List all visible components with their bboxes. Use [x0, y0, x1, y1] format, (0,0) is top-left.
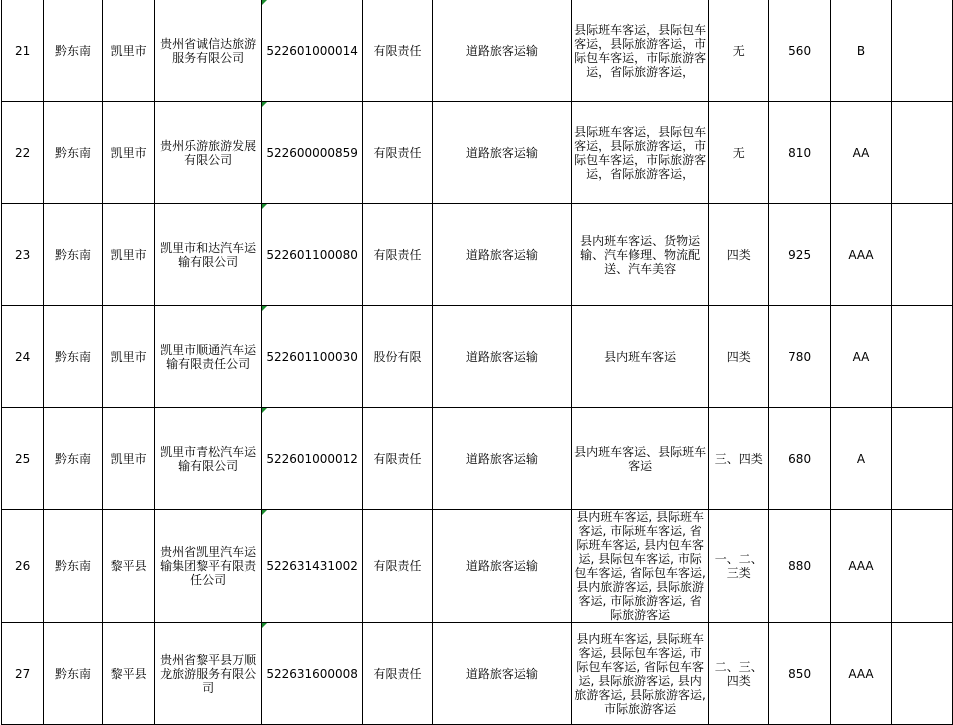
score-cell: 880: [769, 510, 831, 623]
city-cell: 凯里市: [102, 102, 154, 204]
business-scope-cell: 县内班车客运: [572, 306, 709, 408]
score-cell: 680: [769, 408, 831, 510]
row-number-cell: 25: [2, 408, 44, 510]
industry-cell: 道路旅客运输: [432, 102, 571, 204]
grade-class-cell: 一、二、三类: [709, 510, 769, 623]
region-cell: 黔东南: [44, 510, 103, 623]
enterprise-type-cell: 有限责任: [363, 204, 432, 306]
row-number-cell: 27: [2, 623, 44, 725]
grade-class-cell: 四类: [709, 306, 769, 408]
enterprise-type-cell: 股份有限: [363, 306, 432, 408]
city-cell: 凯里市: [102, 306, 154, 408]
table-row: [2, 204, 953, 306]
score-cell: 780: [769, 306, 831, 408]
empty-cell: [892, 0, 953, 102]
license-code-cell: 522631431002: [261, 510, 362, 623]
credit-rating-cell: B: [830, 0, 891, 102]
table-row: [2, 408, 953, 510]
empty-cell: [892, 408, 953, 510]
industry-cell: 道路旅客运输: [432, 623, 571, 725]
row-number-cell: 24: [2, 306, 44, 408]
license-code-cell: 522631600008: [261, 623, 362, 725]
grade-class-cell: 无: [709, 0, 769, 102]
enterprise-type-cell: 有限责任: [363, 510, 432, 623]
empty-cell: [892, 204, 953, 306]
grade-class-cell: 四类: [709, 204, 769, 306]
city-cell: 黎平县: [102, 623, 154, 725]
score-cell: 925: [769, 204, 831, 306]
industry-cell: 道路旅客运输: [432, 204, 571, 306]
row-number-cell: 22: [2, 102, 44, 204]
grade-class-cell: 二、三、四类: [709, 623, 769, 725]
credit-rating-cell: AA: [830, 306, 891, 408]
city-cell: 凯里市: [102, 204, 154, 306]
region-cell: 黔东南: [44, 204, 103, 306]
license-code-cell: 522601000014: [261, 0, 362, 102]
license-code-cell: 522600000859: [261, 102, 362, 204]
license-code-cell: 522601100080: [261, 204, 362, 306]
company-name-cell: 贵州省诚信达旅游服务有限公司: [155, 0, 262, 102]
business-scope-cell: 县际班车客运，县际包车客运，县际旅游客运，市际包车客运，市际旅游客运，省际旅游客运，: [572, 0, 709, 102]
industry-cell: 道路旅客运输: [432, 510, 571, 623]
grade-class-cell: 三、四类: [709, 408, 769, 510]
row-number-cell: 23: [2, 204, 44, 306]
license-code-cell: 522601000012: [261, 408, 362, 510]
credit-rating-cell: AAA: [830, 510, 891, 623]
score-cell: 560: [769, 0, 831, 102]
enterprise-type-cell: 有限责任: [363, 0, 432, 102]
business-scope-cell: 县际班车客运，县际包车客运，县际旅游客运，市际包车客运，市际旅游客运，省际旅游客运，: [572, 102, 709, 204]
industry-cell: 道路旅客运输: [432, 408, 571, 510]
table-row: [2, 306, 953, 408]
table-row: [2, 623, 953, 725]
grade-class-cell: 无: [709, 102, 769, 204]
region-cell: 黔东南: [44, 102, 103, 204]
empty-cell: [892, 510, 953, 623]
enterprise-type-cell: 有限责任: [363, 102, 432, 204]
license-code-cell: 522601100030: [261, 306, 362, 408]
credit-rating-cell: A: [830, 408, 891, 510]
business-scope-cell: 县内班车客运, 县际班车客运, 市际班车客运, 省际班车客运, 县内包车客运, 县际包车客运, 市际包车客运, 省际包车客运, 县内旅游客运, 县际旅游客运, 市际旅游客运, 省际旅游客运: [572, 510, 709, 623]
enterprise-type-cell: 有限责任: [363, 623, 432, 725]
row-number-cell: 21: [2, 0, 44, 102]
company-name-cell: 凯里市和达汽车运输有限公司: [155, 204, 262, 306]
city-cell: 黎平县: [102, 510, 154, 623]
empty-cell: [892, 102, 953, 204]
industry-cell: 道路旅客运输: [432, 306, 571, 408]
company-name-cell: 贵州省黎平县万顺龙旅游服务有限公司: [155, 623, 262, 725]
business-scope-cell: 县内班车客运, 县际班车客运, 县际包车客运, 市际包车客运, 省际包车客运, 县际旅游客运, 县内旅游客运, 县际旅游客运, 市际旅游客运: [572, 623, 709, 725]
score-cell: 810: [769, 102, 831, 204]
industry-cell: 道路旅客运输: [432, 0, 571, 102]
region-cell: 黔东南: [44, 0, 103, 102]
region-cell: 黔东南: [44, 408, 103, 510]
company-name-cell: 凯里市青松汽车运输有限公司: [155, 408, 262, 510]
company-name-cell: 贵州省凯里汽车运输集团黎平有限责任公司: [155, 510, 262, 623]
city-cell: 凯里市: [102, 0, 154, 102]
empty-cell: [892, 306, 953, 408]
credit-rating-cell: AAA: [830, 623, 891, 725]
credit-rating-cell: AAA: [830, 204, 891, 306]
credit-rating-cell: AA: [830, 102, 891, 204]
city-cell: 凯里市: [102, 408, 154, 510]
enterprise-type-cell: 有限责任: [363, 408, 432, 510]
row-number-cell: 26: [2, 510, 44, 623]
business-scope-cell: 县内班车客运、货物运输、汽车修理、物流配送、汽车美容: [572, 204, 709, 306]
empty-cell: [892, 623, 953, 725]
score-cell: 850: [769, 623, 831, 725]
region-cell: 黔东南: [44, 623, 103, 725]
table-row: [2, 0, 953, 102]
company-name-cell: 贵州乐游旅游发展有限公司: [155, 102, 262, 204]
company-name-cell: 凯里市顺通汽车运输有限责任公司: [155, 306, 262, 408]
enterprise-table: [1, 0, 953, 725]
region-cell: 黔东南: [44, 306, 103, 408]
table-row: [2, 102, 953, 204]
business-scope-cell: 县内班车客运、县际班车客运: [572, 408, 709, 510]
table-row: [2, 510, 953, 623]
